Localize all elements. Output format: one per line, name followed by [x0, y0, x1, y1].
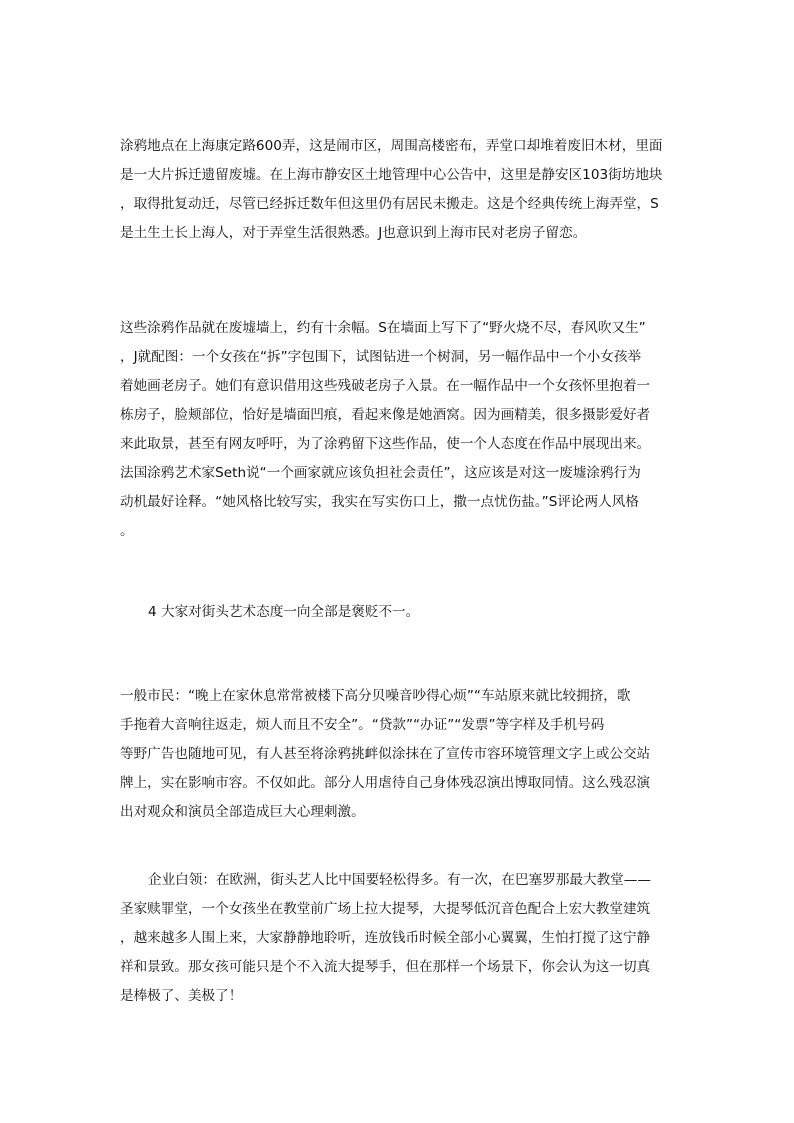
paragraph-location: [120, 132, 676, 248]
paragraph-white-collar: [120, 866, 676, 1011]
text-line: 。: [120, 523, 134, 539]
text-line: ，J就配图：一个女孩在“拆”字包围下，试图钻进一个树洞，另一幅作品中一个小女孩举: [120, 349, 642, 365]
text-line: 是一大片拆迁遗留废墟。在上海市静安区土地管理中心公告中，这里是静安区103街坊地块: [120, 167, 663, 183]
text-line: 涂鸦地点在上海康定路600弄，这是闹市区，周围高楼密布，弄堂口却堆着废旧木材，里面: [120, 138, 663, 154]
text-line: 是棒极了、美极了！: [120, 988, 243, 1004]
paragraph-citizens: [120, 682, 676, 827]
text-line: 着她画老房子。她们有意识借用这些残破老房子入景。在一幅作品中一个女孩怀里抱着一: [120, 378, 651, 394]
text-line: 栋房子，脸颊部位，恰好是墙面凹痕，看起来像是她酒窝。因为画精美，很多摄影爱好者: [120, 407, 651, 423]
section-heading-4: [120, 598, 676, 627]
text-line: 牌上，实在影响市容。不仅如此。部分人用虐待自己身体残忍演出博取同情。这么残忍演: [120, 775, 651, 791]
text-line: 4 大家对街头艺术态度一向全部是褒贬不一。: [148, 604, 420, 620]
text-line: ，越来越多人围上来，大家静静地聆听，连放钱币时候全部小心翼翼，生怕打搅了这宁静: [120, 930, 651, 946]
text-line: 企业白领：在欧洲，街头艺人比中国要轻松得多。有一次，在巴塞罗那最大教堂——: [148, 872, 651, 888]
text-line: ，取得批复动迁，尽管已经拆迁数年但这里仍有居民未搬走。这是个经典传统上海弄堂，S: [120, 196, 659, 212]
text-line: 圣家赎罪堂，一个女孩坐在教堂前广场上拉大提琴，大提琴低沉音色配合上宏大教堂建筑: [120, 901, 651, 917]
text-line: 一般市民：“晚上在家休息常常被楼下高分贝噪音吵得心烦”“车站原来就比较拥挤，歌: [120, 688, 631, 704]
text-line: 手拖着大音响往返走，烦人而且不安全”。“贷款”“办证”“发票”等字样及手机号码: [120, 717, 605, 733]
text-line: 是土生土长上海人，对于弄堂生活很熟悉。J也意识到上海市民对老房子留恋。: [120, 225, 587, 241]
text-line: 动机最好诠释。“她风格比较写实，我实在写实伤口上，撒一点忧伤盐。”S评论两人风格: [120, 494, 639, 510]
text-line: 来此取景，甚至有网友呼吁，为了涂鸦留下这些作品，使一个人态度在作品中展现出来。: [120, 436, 651, 452]
text-line: 祥和景致。那女孩可能只是个不入流大提琴手，但在那样一个场景下，你会认为这一切真: [120, 959, 651, 975]
text-line: 法国涂鸦艺术家Seth说“一个画家就应该负担社会责任”，这应该是对这一废墟涂鸦行为: [120, 465, 641, 481]
text-line: 等野广告也随地可见，有人甚至将涂鸦挑衅似涂抹在了宣传市容环境管理文字上或公交站: [120, 746, 651, 762]
text-line: 这些涂鸦作品就在废墟墙上，约有十余幅。S在墙面上写下了“野火烧不尽，春风吹又生”: [120, 320, 646, 336]
paragraph-artworks: [120, 314, 676, 546]
text-line: 出对观众和演员全部造成巨大心理刺激。: [120, 804, 365, 820]
